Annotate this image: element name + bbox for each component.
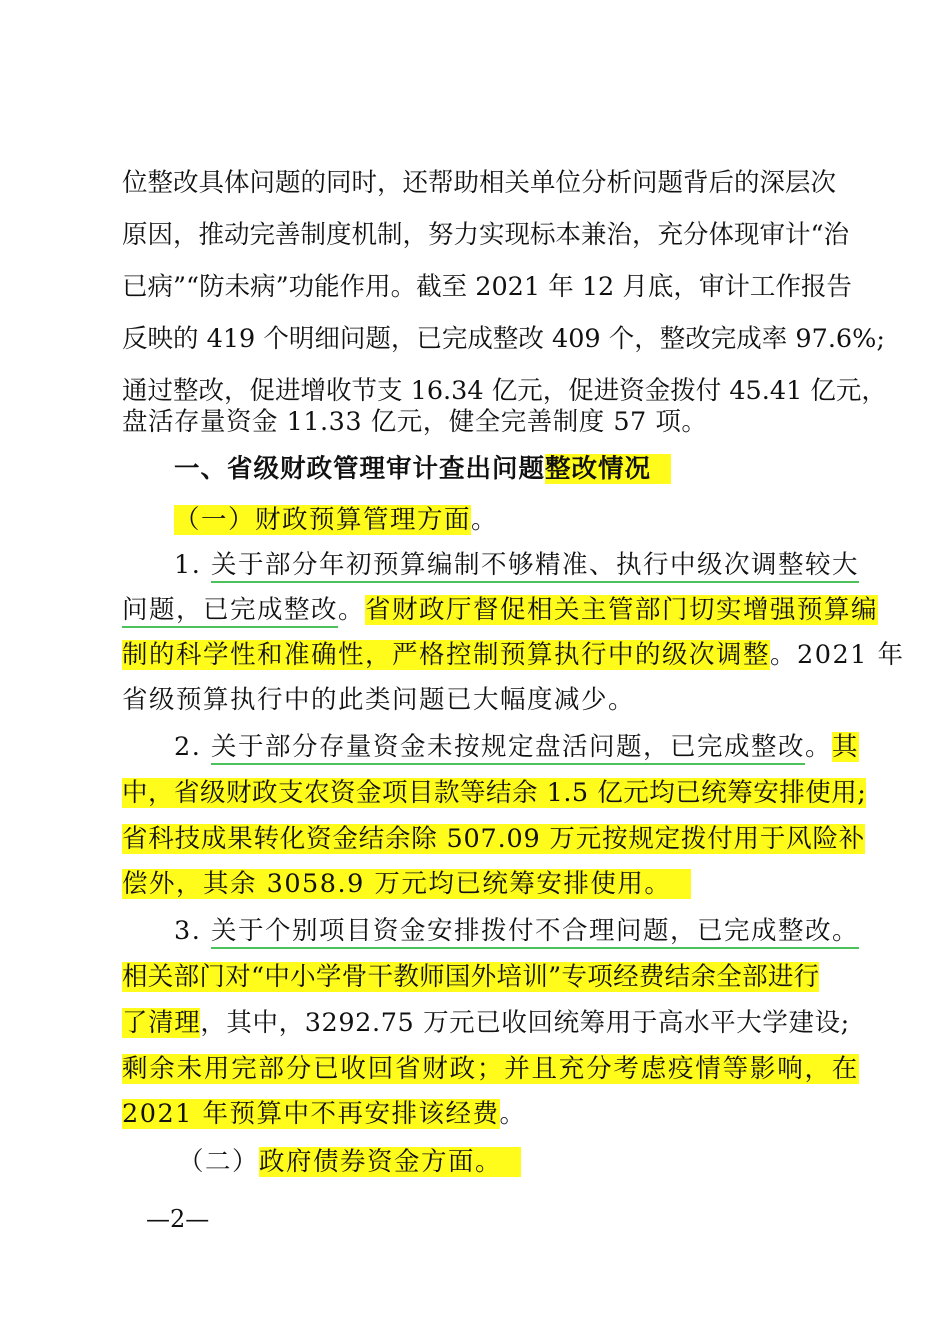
subsection-heading-1 — [174, 500, 832, 540]
item-3-text: ，其中，3292.75 万元已收回统筹用于高水平大学建设; — [200, 1008, 850, 1038]
item-1-line-4: 省级预算执行中的此类问题已大幅度减少。 — [122, 685, 636, 715]
item-1-number: 1. — [174, 550, 202, 580]
section-heading-1-text: 一、省级财政管理审计查出问题 — [174, 454, 546, 484]
intro-line-4: 反映的 419 个明细问题，已完成整改 409 个，整改完成率 97.6%; — [122, 324, 885, 354]
section-heading-1 — [174, 449, 832, 489]
item-3-line-3 — [122, 1003, 850, 1043]
item-3-highlight-1: 相关部门对“中小学骨干教师国外培训”专项经费结余全部进行 — [122, 962, 820, 992]
section-heading-1-highlight: 整改情况 — [545, 454, 652, 484]
page-number: —2— — [146, 1205, 210, 1233]
item-1-line-1 — [174, 545, 859, 585]
item-2-title: 关于部分存量资金未按规定盘活问题，已完成整改 — [211, 732, 805, 765]
intro-line-6: 盘活存量资金 11.33 亿元，健全完善制度 57 项。 — [122, 407, 708, 437]
item-1-line-3 — [122, 635, 905, 675]
item-2-highlight-3: 省科技成果转化资金结余除 507.09 万元按规定拨付用于风险补 — [122, 824, 866, 854]
item-3-line-4 — [122, 1049, 860, 1089]
subsection-heading-2-label: （二） — [178, 1147, 260, 1177]
item-3-highlight-4: 2021 年预算中不再安排该经费 — [122, 1099, 500, 1129]
intro-line-5: 通过整改，促进增收节支 16.34 亿元，促进资金拨付 45.41 亿元， — [122, 376, 887, 406]
item-1-year: 。2021 年 — [770, 640, 905, 670]
item-2-number: 2. — [174, 732, 202, 762]
subsection-heading-2 — [178, 1142, 836, 1182]
item-3-highlight-2: 了清理 — [122, 1008, 201, 1038]
item-1-title: 关于部分年初预算编制不够精准、执行中级次调整较大 — [211, 550, 859, 583]
intro-line-3: 已病”“防未病”功能作用。截至 2021 年 12 月底，审计工作报告 — [122, 272, 852, 302]
item-2-highlight-start: 其 — [831, 732, 859, 762]
item-2-highlight-2: 中，省级财政支农资金项目款等结余 1.5 亿元均已统筹安排使用; — [122, 778, 867, 808]
item-2-line-4 — [122, 864, 832, 904]
item-2-highlight-4: 偿外，其余 3058.9 万元均已统筹安排使用。 — [122, 869, 672, 899]
intro-line-1: 位整改具体问题的同时，还帮助相关单位分析问题背后的深层次 — [122, 168, 837, 198]
item-1-line-2 — [122, 590, 879, 630]
item-3-end-punct: 。 — [499, 1099, 527, 1129]
item-3-line-2 — [122, 957, 832, 997]
subsection-heading-1-label: （一）财政预算管理方面 — [174, 505, 472, 535]
subsection-heading-1-tail: 。 — [471, 505, 499, 535]
item-1-highlight-1: 省财政厅督促相关主管部门切实增强预算编 — [365, 595, 879, 625]
item-1-highlight-2: 制的科学性和准确性，严格控制预算执行中的级次调整 — [122, 640, 771, 670]
item-3-line-1 — [174, 911, 859, 951]
item-2-punct: 。 — [804, 732, 832, 762]
item-3-line-5 — [122, 1094, 832, 1134]
item-2-line-3 — [122, 819, 866, 859]
item-2-line-2 — [122, 773, 867, 813]
subsection-heading-2-highlight: 政府债券资金方面。 — [259, 1147, 503, 1177]
item-1-punct: 。 — [338, 595, 366, 625]
item-3-number: 3. — [174, 916, 202, 946]
intro-line-2: 原因，推动完善制度机制，努力实现标本兼治，充分体现审计“治 — [122, 220, 850, 250]
item-3-title: 关于个别项目资金安排拨付不合理问题，已完成整改。 — [211, 916, 859, 949]
item-1-title-cont: 问题，已完成整改 — [122, 595, 338, 628]
item-3-highlight-3: 剩余未用完部分已收回省财政；并且充分考虑疫情等影响，在 — [122, 1054, 860, 1084]
item-2-line-1 — [174, 727, 859, 767]
